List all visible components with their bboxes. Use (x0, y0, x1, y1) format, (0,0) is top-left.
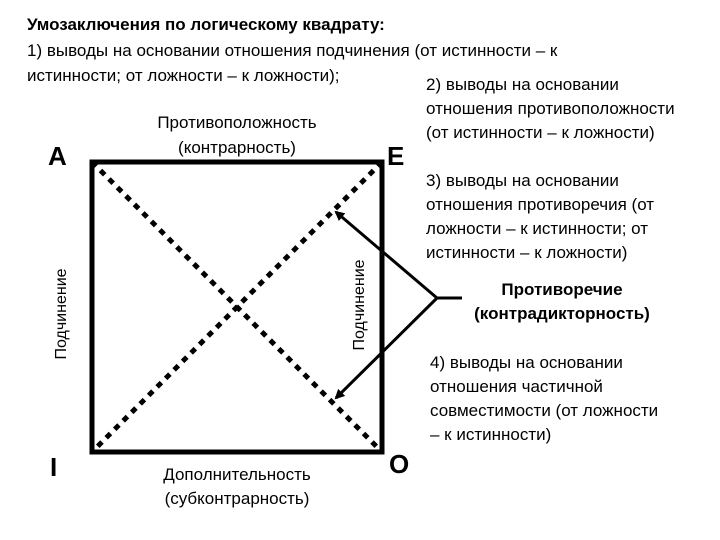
note-3-line-1: 3) выводы на основании (426, 171, 619, 190)
note-4-line-3: совместимости (от ложности (430, 401, 659, 420)
corner-label-o: O (389, 449, 410, 479)
note-2-line-2: отношения противоположности (426, 99, 675, 118)
label-contradiction-line-2: (контрадикторность) (474, 304, 650, 323)
label-subalternation-left: Подчинение (53, 268, 70, 360)
note-1-line-1: 1) выводы на основании отношения подчинения (от истинности – к (27, 41, 558, 60)
note-4-line-4: – к истинности) (430, 425, 552, 444)
label-contrary-line-2: (контрарность) (178, 138, 296, 157)
label-subcontrary-line-2: (субконтрарность) (164, 489, 310, 508)
label-subalternation-right: Подчинение (351, 259, 368, 351)
corner-label-i: I (50, 452, 58, 482)
diagram-title: Умозаключения по логическому квадрату: (27, 15, 385, 34)
note-3-line-3: ложности – к истинности; от (426, 219, 649, 238)
label-subcontrary-line-1: Дополнительность (163, 465, 311, 484)
note-1-line-2: истинности; от ложности – к ложности); (27, 66, 340, 85)
note-2-line-1: 2) выводы на основании (426, 75, 619, 94)
note-3-line-2: отношения противоречия (от (426, 195, 655, 214)
label-contradiction-line-1: Противоречие (501, 280, 623, 299)
note-2-line-3: (от истинности – к ложности) (426, 123, 655, 142)
corner-label-e: E (387, 141, 405, 171)
note-4-line-1: 4) выводы на основании (430, 353, 623, 372)
label-contrary-line-1: Противоположность (157, 113, 317, 132)
corner-label-a: A (48, 141, 67, 171)
note-3-line-4: истинности – к ложности) (426, 243, 628, 262)
note-4-line-2: отношения частичной (430, 377, 603, 396)
